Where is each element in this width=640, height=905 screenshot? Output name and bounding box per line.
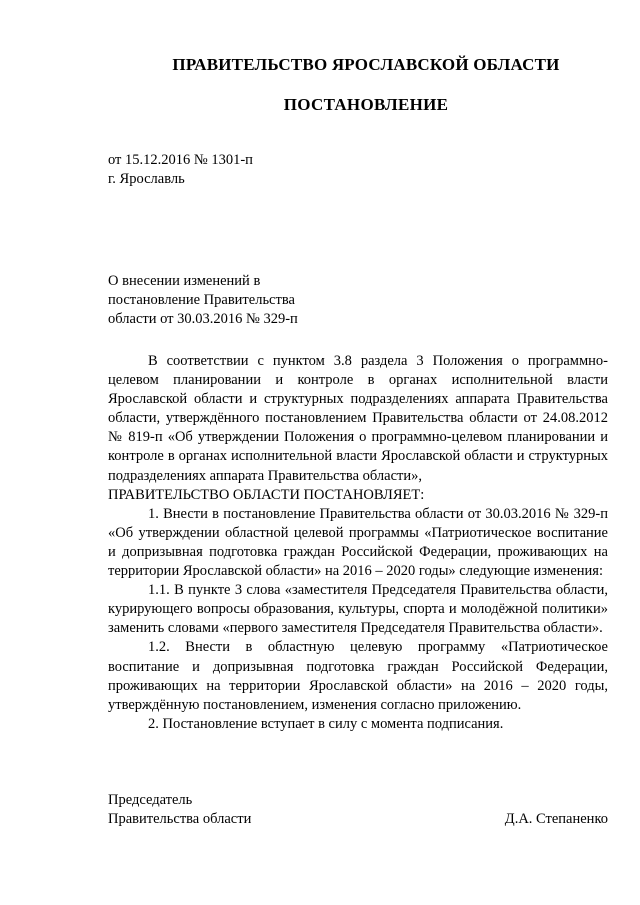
document-meta	[108, 151, 253, 189]
preamble-paragraph: В соответствии с пунктом 3.8 раздела 3 Положения о программно-целевом планировании и контроле в органах исполнительной власти Ярославской области и структурных подразделениях аппарата Правительства области, утверждённого постановлением Правительства области от 24.08.2012 № 819-п «Об утверждении Положения о программно-целевом планировании и контроле в органах исполнительной власти Ярославской области и структурных подразделениях аппарата Правительства области»,	[108, 353, 608, 484]
signature-row	[108, 810, 608, 829]
item-1: 1. Внести в постановление Правительства области от 30.03.2016 № 329-п «Об утверждении областной целевой программы «Патриотическое воспитание и допризывная подготовка граждан Российской Федерации, проживающих на территории Ярославской области» на 2016 – 2020 годы» следующие изменения:	[108, 505, 608, 580]
document-type-title: ПОСТАНОВЛЕНИЕ	[283, 95, 449, 114]
subject-line-1: О внесении изменений в	[108, 273, 261, 289]
item-1-2: 1.2. Внести в областную целевую программу «Патриотическое воспитание и допризывная подготовка граждан Российской Федерации, проживающих на территории Ярославской области» на 2016 – 2020 годы, утверждённую постановлением, изменения согласно приложению.	[108, 639, 608, 713]
item-2: 2. Постановление вступает в силу с момента подписания.	[148, 715, 504, 732]
document-body	[108, 352, 608, 734]
signatory-name: Д.А. Степаненко	[504, 811, 608, 827]
item-1-1: 1.1. В пункте 3 слова «заместителя Председателя Правительства области, курирующего вопросы образования, культуры, спорта и молодёжной политики» заменить словами «первого заместителя Председателя Правительства области».	[108, 582, 608, 637]
organization-title: ПРАВИТЕЛЬСТВО ЯРОСЛАВСКОЙ ОБЛАСТИ	[172, 55, 560, 74]
signatory-title-line-2: Правительства области	[108, 811, 252, 827]
date-number: от 15.12.2016 № 1301-п	[108, 152, 253, 168]
signatory-title-line-1: Председатель	[108, 792, 193, 808]
resolves-line: ПРАВИТЕЛЬСТВО ОБЛАСТИ ПОСТАНОВЛЯЕТ:	[108, 486, 425, 503]
signature-block	[108, 791, 608, 829]
subject-line-3: области от 30.03.2016 № 329-п	[108, 311, 298, 327]
city: г. Ярославль	[108, 171, 185, 187]
subject-line-2: постановление Правительства	[108, 292, 295, 308]
document-subject	[108, 272, 298, 329]
